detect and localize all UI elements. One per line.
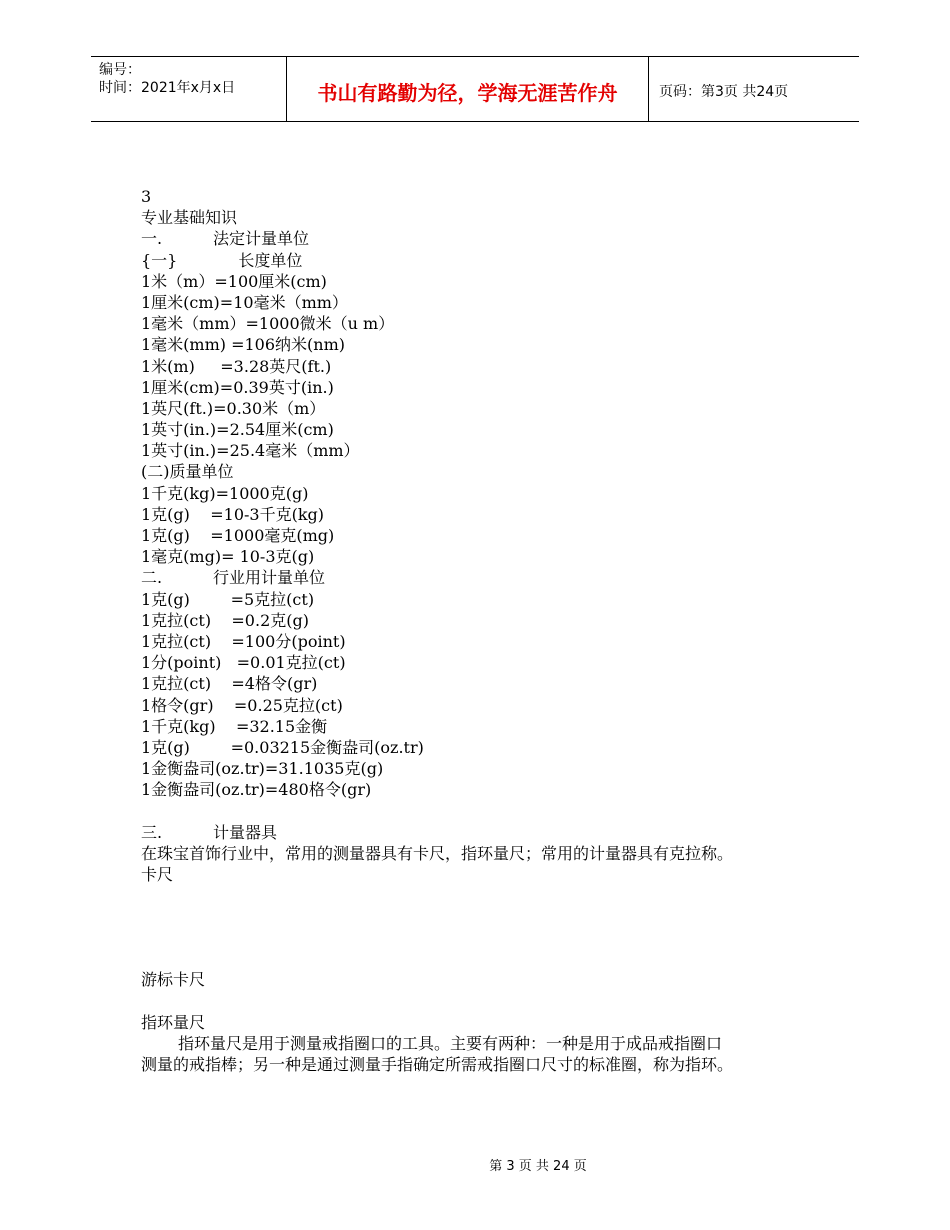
industry-line: 1千克(kg) =32.15金衡 [141, 716, 328, 736]
mass-line: 1毫克(mg)= 10-3克(g) [141, 547, 315, 567]
section-heading-1: 一. 法定计量单位 [141, 229, 309, 249]
page-header [91, 56, 859, 122]
section-heading-3: 三. 计量器具 [141, 822, 277, 842]
time-label: 时间：2021年x月x日 [99, 80, 236, 96]
length-line: 1英寸(in.)=2.54厘米(cm) [141, 420, 334, 440]
paragraph-tools: 在珠宝首饰行业中，常用的测量器具有卡尺，指环量尺；常用的计量器具有克拉称。 [141, 843, 734, 863]
number-label: 编号： [99, 62, 141, 78]
length-line: 1英尺(ft.)=0.30米（m） [141, 398, 326, 418]
header-page-label: 页码：第3页 共24页 [659, 83, 789, 100]
subsection-heading-mass: (二)质量单位 [141, 462, 234, 482]
ring-gauge-label: 指环量尺 [141, 1012, 206, 1032]
header-motto: 书山有路勤为径，学海无涯苦作舟 [287, 57, 649, 121]
page-footer: 第 3 页 共 24 页 [489, 1159, 587, 1174]
document-title: 专业基础知识 [141, 208, 238, 228]
page-number-text: 3 [141, 187, 152, 206]
industry-line: 1金衡盎司(oz.tr)=31.1035克(g) [141, 759, 384, 779]
length-line: 1英寸(in.)=25.4毫米（mm） [141, 441, 360, 461]
mass-line: 1克(g) =10-3千克(kg) [141, 504, 325, 524]
length-line: 1厘米(cm)=0.39英寸(in.) [141, 377, 334, 397]
industry-line: 1克(g) =5克拉(ct) [141, 589, 315, 609]
subsection-heading-length: {一} 长度单位 [141, 250, 303, 270]
length-line: 1米(m) =3.28英尺(ft.) [141, 356, 332, 376]
industry-line: 1克(g) =0.03215金衡盎司(oz.tr) [141, 737, 424, 757]
header-meta [91, 57, 287, 121]
industry-line: 1克拉(ct) =0.2克(g) [141, 610, 309, 630]
length-line: 1米（m）=100厘米(cm) [141, 271, 327, 291]
ring-gauge-paragraph-line2: 测量的戒指棒；另一种是通过测量手指确定所需戒指圈口尺寸的标准圈，称为指环。 [141, 1054, 734, 1074]
document-body [141, 186, 841, 1075]
industry-line: 1克拉(ct) =4格令(gr) [141, 674, 318, 694]
industry-line: 1克拉(ct) =100分(point) [141, 631, 346, 651]
mass-line: 1克(g) =1000毫克(mg) [141, 526, 335, 545]
industry-line: 1格令(gr) =0.25克拉(ct) [141, 695, 343, 715]
ring-gauge-paragraph-line1: 指环量尺是用于测量戒指圈口的工具。主要有两种：一种是用于成品戒指圈口 [178, 1033, 723, 1053]
section-heading-2: 二. 行业用计量单位 [141, 568, 325, 588]
length-line: 1毫米(mm) =106纳米(nm) [141, 335, 346, 355]
length-line: 1厘米(cm)=10毫米（mm） [141, 292, 348, 312]
mass-line: 1千克(kg)=1000克(g) [141, 483, 309, 503]
industry-line: 1分(point) =0.01克拉(ct) [141, 653, 346, 673]
vernier-caliper-label: 游标卡尺 [141, 970, 206, 990]
caliper-label: 卡尺 [141, 865, 174, 884]
length-line: 1毫米（mm）=1000微米（u m） [141, 314, 395, 334]
industry-line: 1金衡盎司(oz.tr)=480格令(gr) [141, 780, 372, 800]
